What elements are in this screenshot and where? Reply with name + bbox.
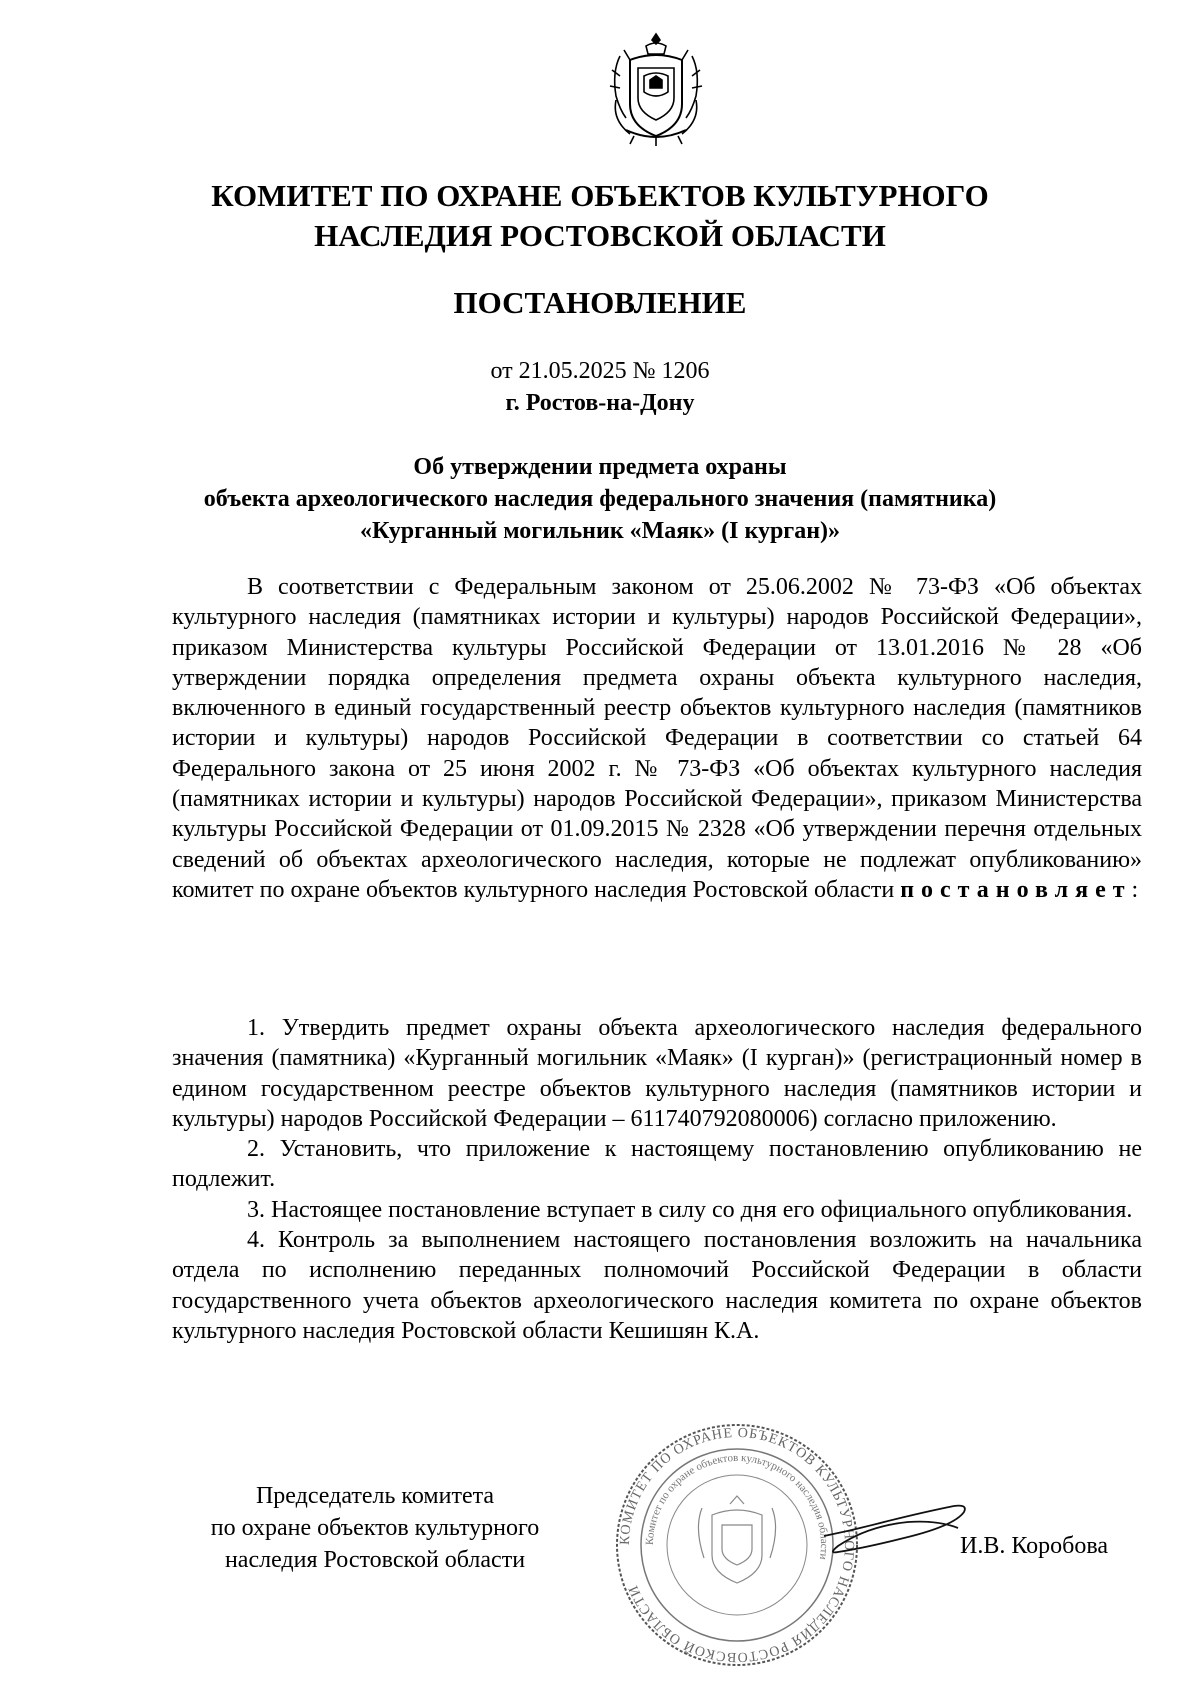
- list-item: 1. Утвердить предмет охраны объекта археологического наследия федерального значения (памятника) «Курганный могильник «Маяк» (I курган)» (регистрационный номер в едином государственном реестре объектов культурного наследия (памятников истории и культуры) народов Российской Федерации – 611740792080006) согласно приложению.: [172, 1015, 1142, 1132]
- decree-items: [172, 1013, 1142, 1346]
- svg-text:Комитет по охране объектов кул: [644, 1452, 830, 1560]
- stamp-inner-text: Комитет по охране объектов культурного наследия области: [643, 1451, 831, 1561]
- city: г. Ростов-на-Дону: [505, 390, 695, 416]
- list-item: 4. Контроль за выполнением настоящего постановления возложить на начальника отдела по исполнению переданных полномочий Российской Федерации в области государственного учета объектов археологического наследия комитета по охране объектов культурного наследия Ростовской области Кешишян К.А.: [172, 1227, 1142, 1344]
- list-item: 3. Настоящее постановление вступает в силу со дня его официального опубликования.: [247, 1196, 1133, 1223]
- title-line-2: объекта археологического наследия федерального значения (памятника): [203, 486, 997, 512]
- signatory-title-line-2: по охране объектов культурного: [210, 1515, 540, 1541]
- document-type: ПОСТАНОВЛЕНИЕ: [453, 285, 747, 320]
- decree-word: постановляет: [900, 876, 1132, 903]
- org-line-2: НАСЛЕДИЯ РОСТОВСКОЙ ОБЛАСТИ: [314, 218, 886, 253]
- title-line-3: «Курганный могильник «Маяк» (I курган)»: [359, 518, 841, 544]
- preamble-text: В соответствии с Федеральным законом от 25.06.2002 № 73-ФЗ «Об объектах культурного наследия (памятниках истории и культуры) народов Российской Федерации», приказом Министерства культуры Российской Федерации от 13.01.2016 № 28 «Об утверждении порядка определения предмета охраны объекта культурного наследия, включенного в единый государственный реестр объектов культурного наследия (памятников истории и культуры) народов Российской Федерации в соответствии со статьей 64 Федерального закона от 25 июня 2002 г. № 73-ФЗ «Об объектах культурного наследия (памятниках истории и культуры) народов Российской Федерации», приказом Министерства культуры Российской Федерации от 01.09.2015 № 2328 «Об утверждении перечня отдельных сведений об объектах археологического наследия, которые не подлежат опубликованию» комитет по охране объектов культурного наследия Ростовской области: [172, 574, 1142, 903]
- preamble: [172, 572, 1142, 905]
- signature-icon: [820, 1496, 970, 1566]
- document-title: [0, 451, 1200, 547]
- preamble-suffix: :: [1131, 876, 1139, 903]
- org-line-1: КОМИТЕТ ПО ОХРАНЕ ОБЪЕКТОВ КУЛЬТУРНОГО: [211, 178, 989, 213]
- signatory-name: И.В. Коробова: [960, 1533, 1109, 1559]
- signatory-title-line-3: наследия Ростовской области: [224, 1547, 526, 1573]
- title-line-1: Об утверждении предмета охраны: [413, 454, 787, 480]
- signatory-title: [150, 1480, 600, 1576]
- organization-name: [0, 176, 1200, 256]
- list-item: 2. Установить, что приложение к настоящему постановлению опубликованию не подлежит.: [172, 1136, 1142, 1193]
- signatory-title-line-1: Председатель комитета: [255, 1483, 495, 1509]
- coat-of-arms-icon: [606, 30, 706, 148]
- stamp-outer-text: КОМИТЕТ ПО ОХРАНЕ ОБЪЕКТОВ КУЛЬТУРНОГО НАСЛЕДИЯ РОСТОВСКОЙ ОБЛАСТИ: [617, 1425, 857, 1665]
- date-number: от 21.05.2025 № 1206: [490, 358, 710, 384]
